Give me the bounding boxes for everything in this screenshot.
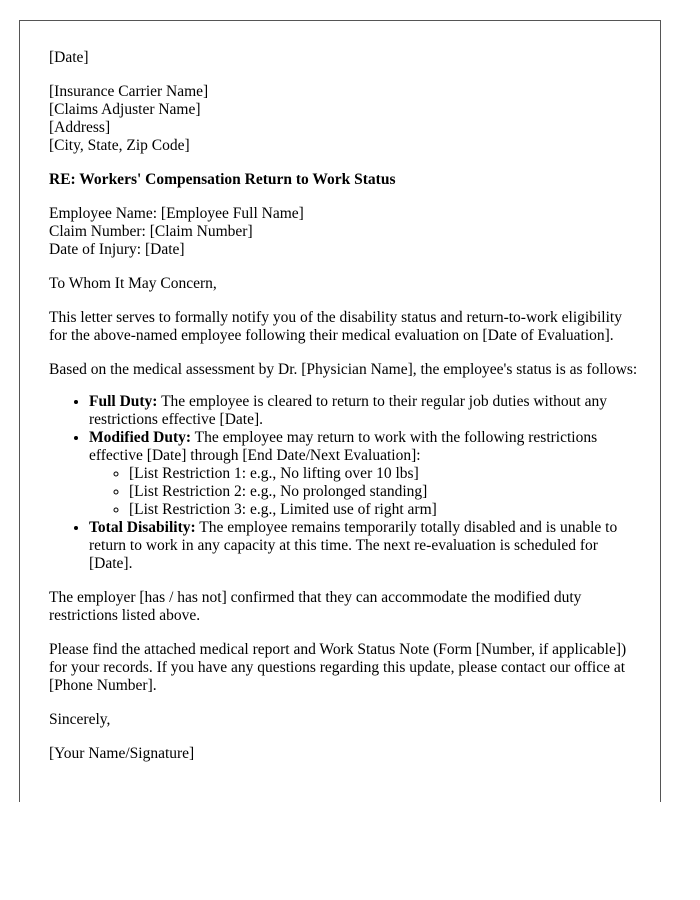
attachment-note: Please find the attached medical report and Work Status Note (Form [Number, if applicable]) for your records. If you have any questions regarding this update, please contact our office at [Phone Number].: [49, 641, 627, 694]
intro-paragraph: This letter serves to formally notify you of the disability status and return-to-work eligibility for the above-named employee following their medical evaluation on [Date of Evaluation].: [49, 309, 622, 344]
status-modified-duty-label: Modified Duty:: [89, 429, 192, 446]
restriction-item: ◦ [List Restriction 2: e.g., No prolonged standing]: [129, 483, 639, 501]
letter-page: [19, 20, 661, 802]
letter-content: [49, 49, 639, 779]
recipient-address: [49, 83, 639, 155]
status-total-disability-label: Total Disability:: [89, 519, 196, 536]
signature-line: [Your Name/Signature]: [49, 745, 195, 762]
status-full-duty-text: The employee is cleared to return to their regular job duties without any restrictions effective [Date].: [89, 393, 607, 428]
restriction-item: ◦ [List Restriction 3: e.g., Limited use of right arm]: [129, 501, 639, 519]
recipient-city-state-zip: [City, State, Zip Code]: [49, 137, 190, 154]
subject-line: RE: Workers' Compensation Return to Work Status: [49, 171, 396, 188]
restriction-item: ◦ [List Restriction 1: e.g., No lifting over 10 lbs]: [129, 465, 639, 483]
status-full-duty-label: Full Duty:: [89, 393, 158, 410]
status-total-disability: [89, 519, 639, 573]
recipient-address-line: [Address]: [49, 119, 111, 136]
employee-name: Employee Name: [Employee Full Name]: [49, 205, 304, 222]
status-modified-duty: [89, 429, 639, 519]
restriction-list: [89, 465, 639, 519]
recipient-carrier: [Insurance Carrier Name]: [49, 83, 209, 100]
employer-note: The employer [has / has not] confirmed that they can accommodate the modified duty restrictions listed above.: [49, 589, 582, 624]
assessment-paragraph: Based on the medical assessment by Dr. [Physician Name], the employee's status is as follows:: [49, 361, 638, 378]
recipient-adjuster: [Claims Adjuster Name]: [49, 101, 201, 118]
date-of-injury: Date of Injury: [Date]: [49, 241, 185, 258]
status-list: [49, 393, 639, 573]
claim-details: [49, 205, 639, 259]
status-total-disability-text: The employee remains temporarily totally disabled and is unable to return to work in any capacity at this time. The next re-evaluation is scheduled for [Date].: [89, 519, 618, 572]
status-full-duty: [89, 393, 639, 429]
status-modified-duty-text: The employee may return to work with the following restrictions effective [Date] through [End Date/Next Evaluation]:: [89, 429, 598, 464]
closing: Sincerely,: [49, 711, 111, 728]
claim-number: Claim Number: [Claim Number]: [49, 223, 253, 240]
letter-date: [Date]: [49, 49, 89, 66]
salutation: To Whom It May Concern,: [49, 275, 217, 292]
